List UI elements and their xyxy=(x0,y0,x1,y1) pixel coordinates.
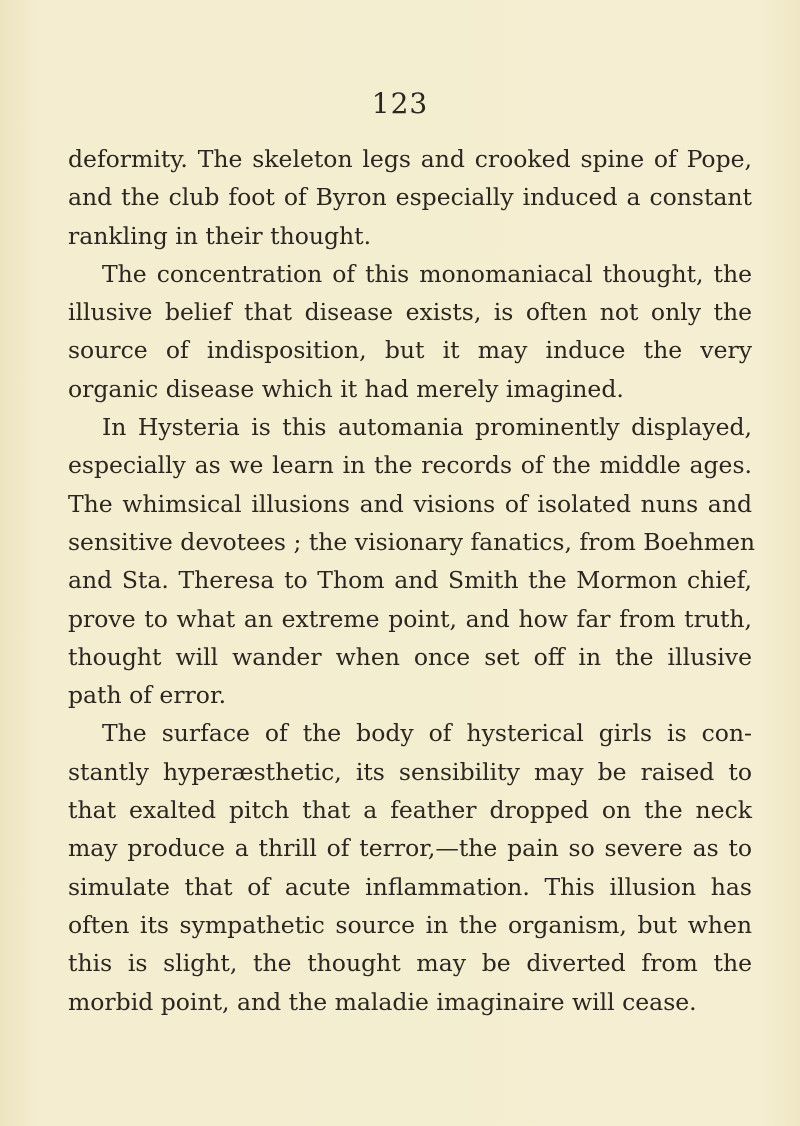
text-line: stantly hyperæsthetic, its sensibility may be raised to xyxy=(68,757,752,786)
text-line: this is slight, the thought may be diverted from the xyxy=(68,949,752,978)
body-text xyxy=(68,140,756,1021)
text-line: deformity. The skeleton legs and crooked spine of Pope, xyxy=(68,145,752,173)
text-line: In Hysteria is this automania prominently displayed, xyxy=(102,413,752,442)
text-line: thought will wander when once set off in the illusive xyxy=(68,642,752,671)
text-line: The concentration of this monomaniacal thought, the xyxy=(102,259,752,288)
text-line: may produce a thrill of terror,—the pain so severe as to xyxy=(68,834,752,863)
page-number: 123 xyxy=(371,87,429,120)
text-line: especially as we learn in the records of the middle ages. xyxy=(68,451,752,480)
text-line: illusive belief that disease exists, is often not only the xyxy=(68,298,752,327)
text-line: that exalted pitch that a feather dropped on the neck xyxy=(68,796,752,825)
text-line: path of error. xyxy=(68,681,227,710)
text-line: often its sympathetic source in the organism, but when xyxy=(68,910,752,939)
paragraph xyxy=(68,714,752,1020)
text-line: morbid point, and the maladie imaginaire will cease. xyxy=(68,987,697,1016)
paragraph xyxy=(68,408,756,714)
text-line: and the club foot of Byron especially induced a constant xyxy=(68,183,752,212)
text-line: rankling in their thought. xyxy=(68,221,372,250)
text-line: and Sta. Theresa to Thom and Smith the Mormon chief, xyxy=(68,566,752,595)
text-line: prove to what an extreme point, and how far from truth, xyxy=(68,604,752,633)
text-line: The whimsical illusions and visions of isolated nuns and xyxy=(68,489,752,518)
paragraph xyxy=(68,255,752,408)
text-line: The surface of the body of hysterical girls is con- xyxy=(102,719,752,748)
paragraph xyxy=(68,140,752,255)
text-line: sensitive devotees ; the visionary fanatics, from Boehmen xyxy=(68,527,756,556)
text-line: organic disease which it had merely imagined. xyxy=(68,374,624,403)
text-line: source of indisposition, but it may induce the very xyxy=(68,336,752,365)
text-line: simulate that of acute inflammation. This illusion has xyxy=(68,872,752,901)
